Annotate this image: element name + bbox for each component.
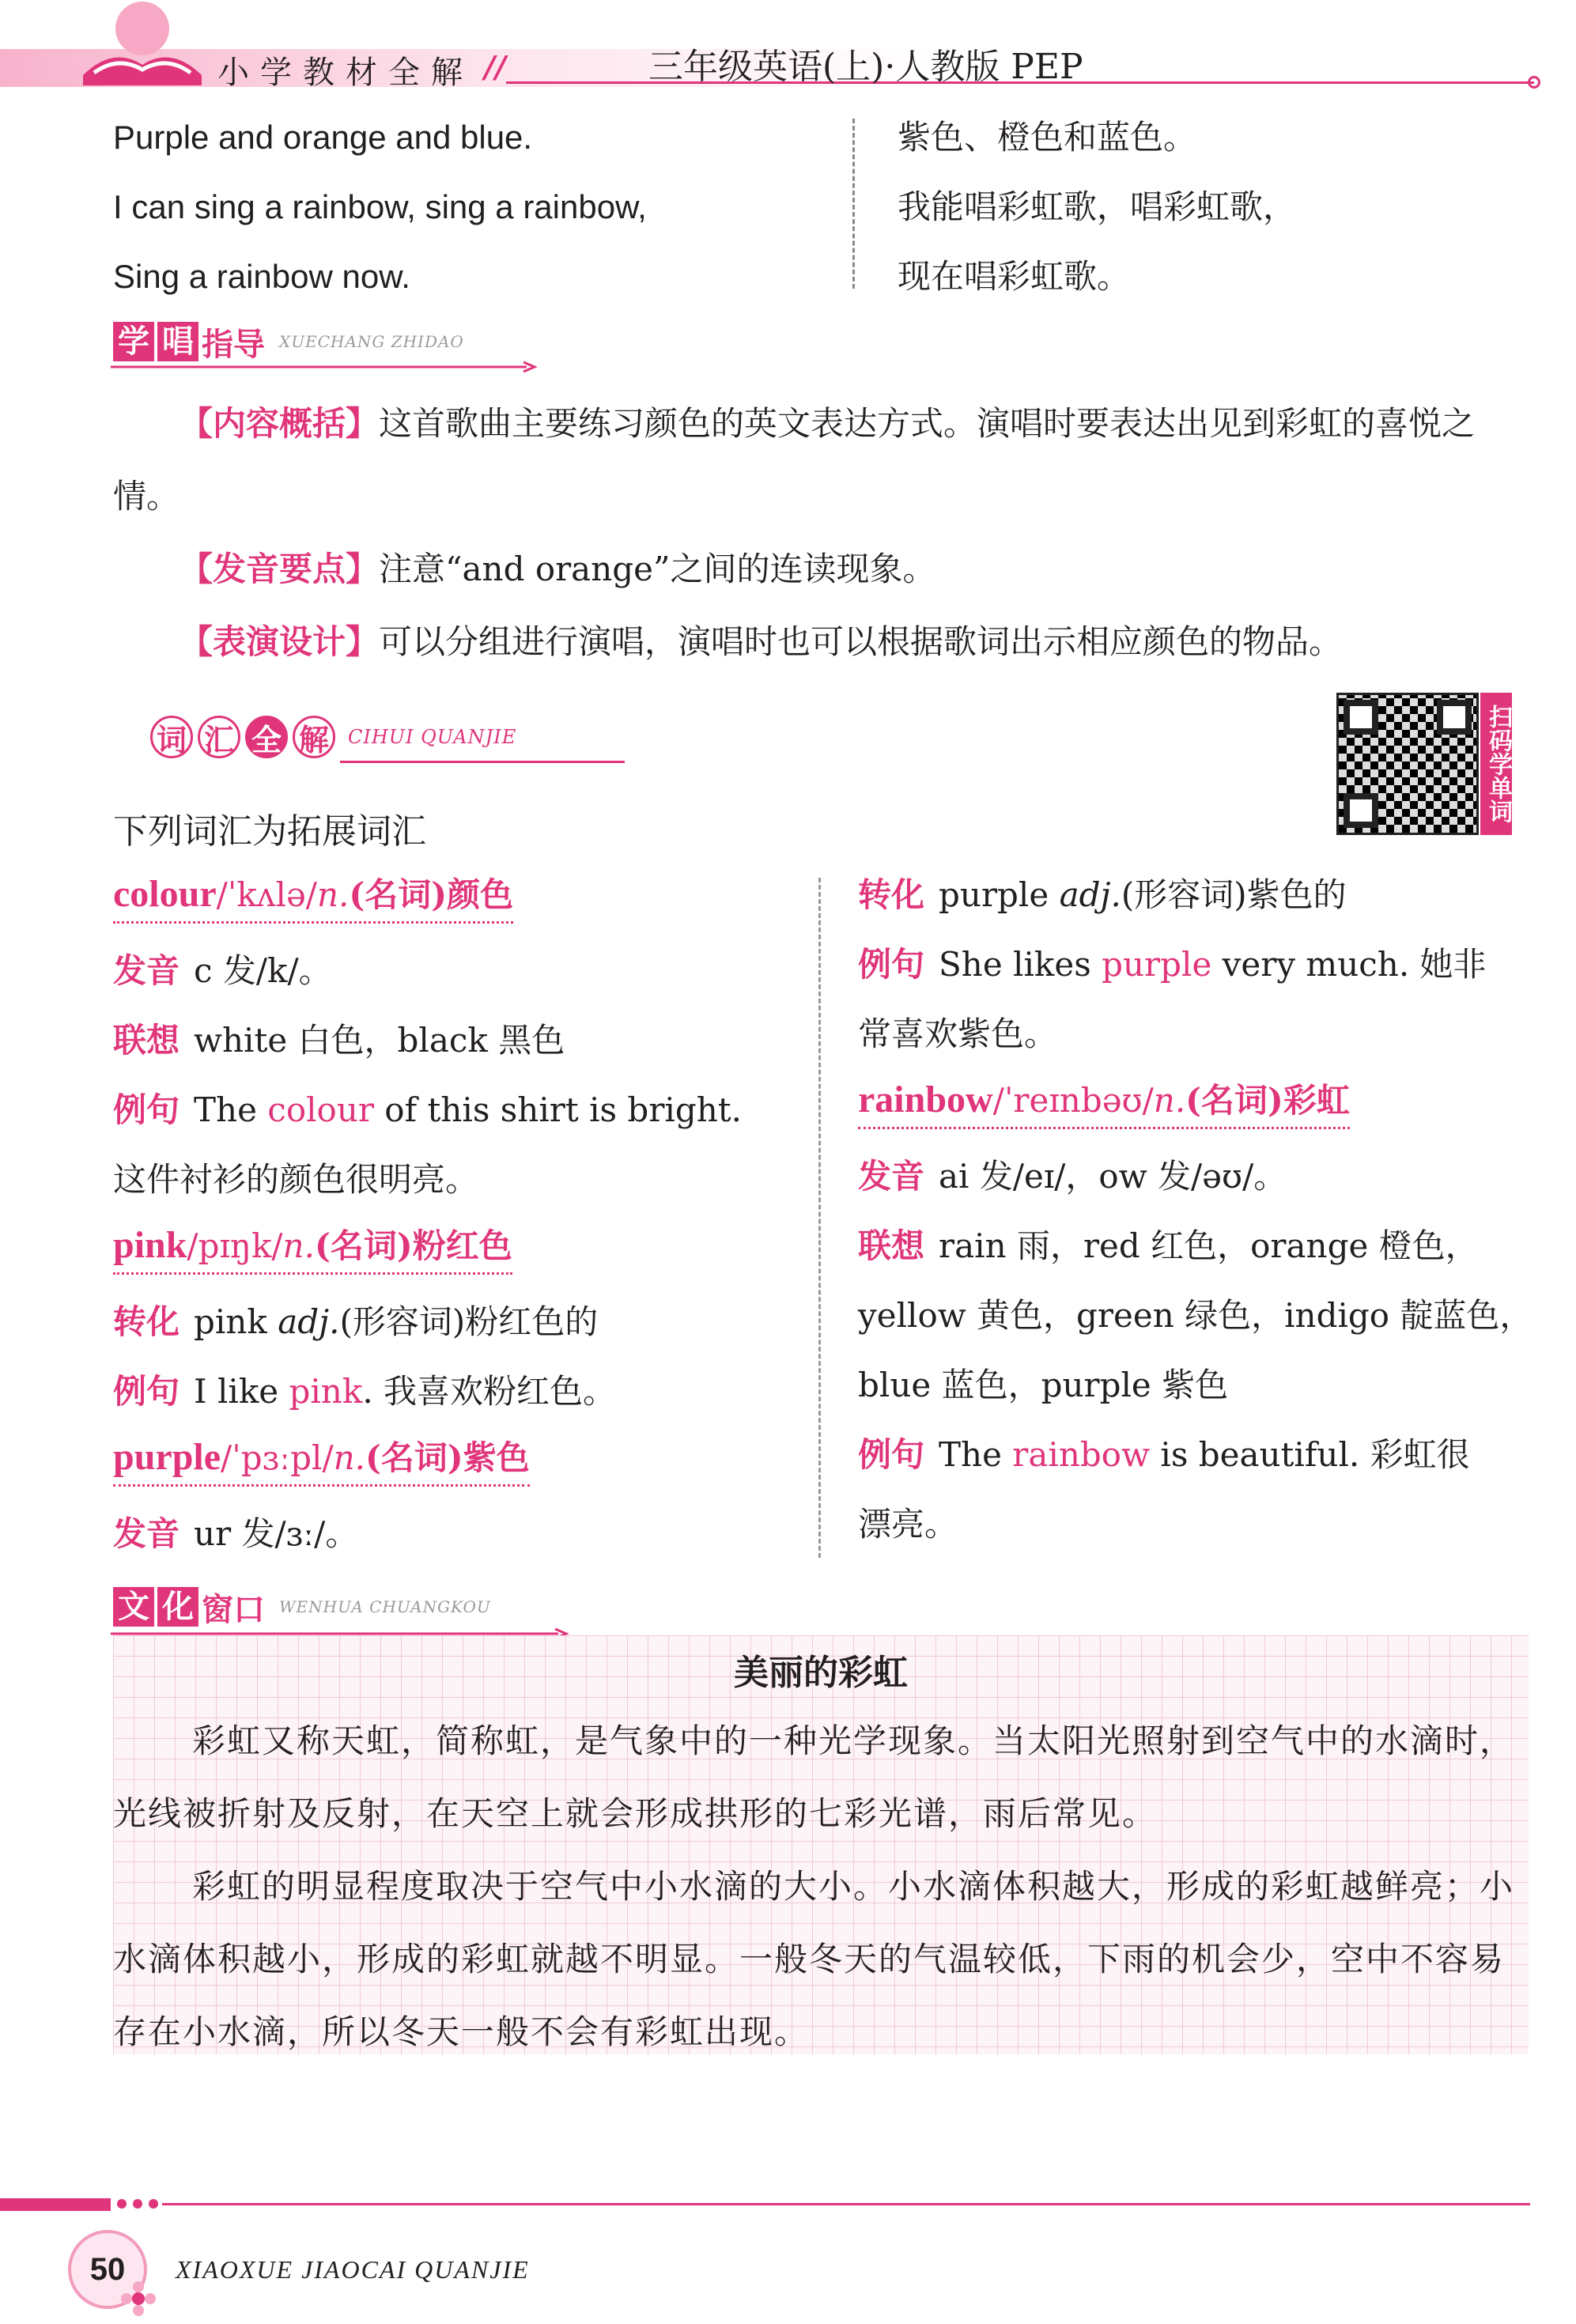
guide-item-summary [113,387,1529,533]
pink-ex-word: pink [289,1372,363,1411]
vocab-rule [340,761,625,763]
rainbow-assoc-line2: yellow 黄色，green 绿色，indigo 靛蓝色， [858,1296,1533,1335]
vocab-pinyin: CIHUI QUANJIE [348,726,517,748]
colour-ex-word: colour [267,1090,374,1129]
book-logo [75,0,210,87]
vocab-char-3: 全 [245,716,288,758]
colour-ex-post: of this shirt is bright. [373,1090,742,1129]
colour-pron-text: c 发/k/。 [194,951,332,990]
footer-text: XIAOXUE JIAOCAI QUANJIE [176,2255,530,2284]
culture-paragraph-2: 彩虹的明显程度取决于空气中小水滴的大小。小水滴体积越大，形成的彩虹越鲜亮；小水滴体积越小，形成的彩虹就越不明显。一般冬天的气温较低，下雨的机会少，空中不容易存在小水滴，所以冬天一般不会有彩虹出现。 [113,1867,1515,2051]
header-end-dot [1528,76,1540,89]
guide-tab-c: 指导 [202,326,265,363]
pink-conv-pos: adj. [278,1302,340,1341]
vocab-heading [150,716,516,758]
purple-conv [858,860,1530,930]
culture-title: 美丽的彩虹 [734,1653,908,1693]
flower-icon [119,2279,158,2318]
purple-conv-pos: adj. [1059,875,1121,914]
series-slash: // [484,49,506,85]
headword-purple: purple [113,1436,221,1478]
guide-arrow [111,361,538,372]
footer-rule [162,2203,1530,2205]
meaning-rainbow: (名词)彩虹 [1185,1081,1350,1120]
lyric-zh-1: 紫色、橙色和蓝色。 [898,118,1197,157]
rainbow-ex-post: is beautiful. 彩虹很 [1150,1435,1470,1474]
book-title: 三年级英语(上)·人教版 PEP [648,47,1083,87]
lyric-en-2: I can sing a rainbow, sing a rainbow, [113,188,647,225]
meaning-purple: (名词)紫色 [365,1438,530,1477]
label-conv: 转化 [858,875,925,914]
purple-pron [113,1499,801,1569]
rainbow-assoc [858,1211,1530,1281]
series-title: 小学教材全解 [217,55,474,90]
pos-colour: n. [316,875,350,914]
purple-example-cont: 常喜欢紫色。 [858,1015,1058,1053]
rainbow-ex-pre: The [939,1435,1013,1474]
guide-tab-a: 学 [113,322,154,361]
vocab-col-right [858,860,1533,1559]
lyric-zh-3: 现在唱彩虹歌。 [898,257,1131,296]
label-pron: 发音 [113,951,180,990]
pos-pink: n. [282,1226,315,1265]
pink-conv-post: (形容词)粉红色的 [339,1302,599,1341]
purple-conv-pre: purple [939,875,1060,914]
entry-colour [113,868,513,924]
rainbow-ex-word: rainbow [1012,1435,1151,1474]
purple-ex-post: very much. 她非 [1211,945,1487,984]
footer-dots [117,2199,158,2209]
guide-item-performance [113,606,1529,678]
culture-paragraph-1: 彩虹又称天虹，简称虹，是气象中的一种光学现象。当太阳光照射到空气中的水滴时，光线被折射及反射，在天空上就会形成拱形的七彩光谱，雨后常见。 [113,1721,1515,1833]
label-ex: 例句 [113,1372,180,1411]
pink-ex-post: . 我喜欢粉红色。 [362,1372,617,1411]
footer-bar [0,2198,111,2211]
meaning-colour: (名词)颜色 [349,875,514,914]
meaning-pink: (名词)粉红色 [314,1226,512,1265]
guide-text-pronunciation: 注意“and orange”之间的连读现象。 [379,550,936,588]
purple-ex-pre: She likes [939,945,1102,984]
entry-purple [113,1431,530,1487]
purple-conv-post: (形容词)紫色的 [1121,875,1347,914]
qr-code[interactable] [1336,693,1479,835]
label-ex: 例句 [858,945,925,984]
pink-ex-pre: I like [194,1372,289,1411]
culture-pinyin: WENHUA CHUANGKOU [279,1597,491,1616]
colour-assoc [113,1006,801,1075]
vocab-char-1: 词 [150,716,193,758]
pink-conv [113,1287,801,1357]
rainbow-pron [858,1142,1530,1211]
phonetic-pink: /pɪŋk/ [187,1226,283,1265]
headword-colour: colour [113,873,217,915]
pink-example [113,1357,801,1427]
rainbow-pron-text: ai 发/eɪ/，ow 发/əʊ/。 [939,1157,1287,1196]
colour-pron [113,936,801,1006]
phonetic-rainbow: /ˈreɪnbəʊ/ [992,1081,1154,1120]
guide-heading [113,318,464,365]
guide-label-performance: 【表演设计】 [180,623,380,660]
culture-tab-a: 文 [113,1587,154,1627]
vocab-char-4: 解 [293,716,335,758]
qr-label: 扫码学单词 [1480,693,1512,835]
label-pron: 发音 [858,1157,925,1196]
vocab-divider [818,878,821,1558]
entry-rainbow [858,1074,1350,1129]
colour-ex-pre: The [194,1090,268,1129]
colour-example [113,1075,801,1145]
rainbow-assoc-line3: blue 蓝色，purple 紫色 [858,1366,1229,1404]
vocab-intro: 下列词汇为拓展词汇 [113,811,426,852]
page-number: 50 [89,2251,126,2287]
pos-rainbow: n. [1153,1081,1186,1120]
entry-pink [113,1219,512,1275]
guide-body [113,387,1529,678]
guide-text-performance: 可以分组进行演唱，演唱时也可以根据歌词出示相应颜色的物品。 [379,622,1343,661]
vocab-col-left [113,868,801,1569]
headword-pink: pink [113,1224,187,1266]
guide-item-pronunciation [113,533,1529,606]
phonetic-purple: /ˈpɜːpl/ [221,1438,334,1477]
phonetic-colour: /ˈkʌlə/ [216,875,317,914]
lyrics-chinese [898,103,1296,312]
guide-tab-b: 唱 [157,322,198,361]
pink-conv-pre: pink [194,1302,278,1341]
headword-rainbow: rainbow [858,1079,993,1120]
lyrics-english [113,103,647,312]
guide-label-pronunciation: 【发音要点】 [180,550,380,588]
culture-tab-c: 窗口 [202,1591,265,1628]
label-ex: 例句 [113,1090,180,1129]
rainbow-assoc-1: rain 雨，red 红色，orange 橙色， [939,1226,1479,1265]
label-assoc: 联想 [113,1021,180,1060]
guide-label-summary: 【内容概括】 [180,405,380,442]
colour-example-cn: 这件衬衫的颜色很明亮。 [113,1160,479,1199]
lyric-en-1: Purple and orange and blue. [113,119,533,156]
guide-text-summary: 这首歌曲主要练习颜色的英文表达方式。演唱时要表达出见到彩虹的喜悦之情。 [113,404,1476,516]
rainbow-example [858,1420,1530,1490]
culture-tab-b: 化 [157,1587,198,1627]
vocab-char-2: 汇 [198,716,240,758]
lyric-zh-2: 我能唱彩虹歌，唱彩虹歌， [898,187,1297,226]
label-assoc: 联想 [858,1226,925,1265]
guide-pinyin: XUECHANG ZHIDAO [279,332,464,351]
colour-assoc-text: white 白色，black 黑色 [194,1021,565,1060]
purple-example [858,930,1530,1000]
lyric-en-3: Sing a rainbow now. [113,258,410,295]
lyrics-divider [852,119,855,289]
purple-pron-text: ur 发/ɜː/。 [194,1514,359,1553]
culture-heading [113,1583,491,1631]
culture-box [113,1635,1529,2054]
purple-ex-word: purple [1102,945,1212,984]
label-conv: 转化 [113,1302,180,1341]
label-pron: 发音 [113,1514,180,1553]
pos-purple: n. [333,1438,366,1477]
label-ex: 例句 [858,1435,925,1474]
rainbow-example-cont: 漂亮。 [858,1505,958,1544]
